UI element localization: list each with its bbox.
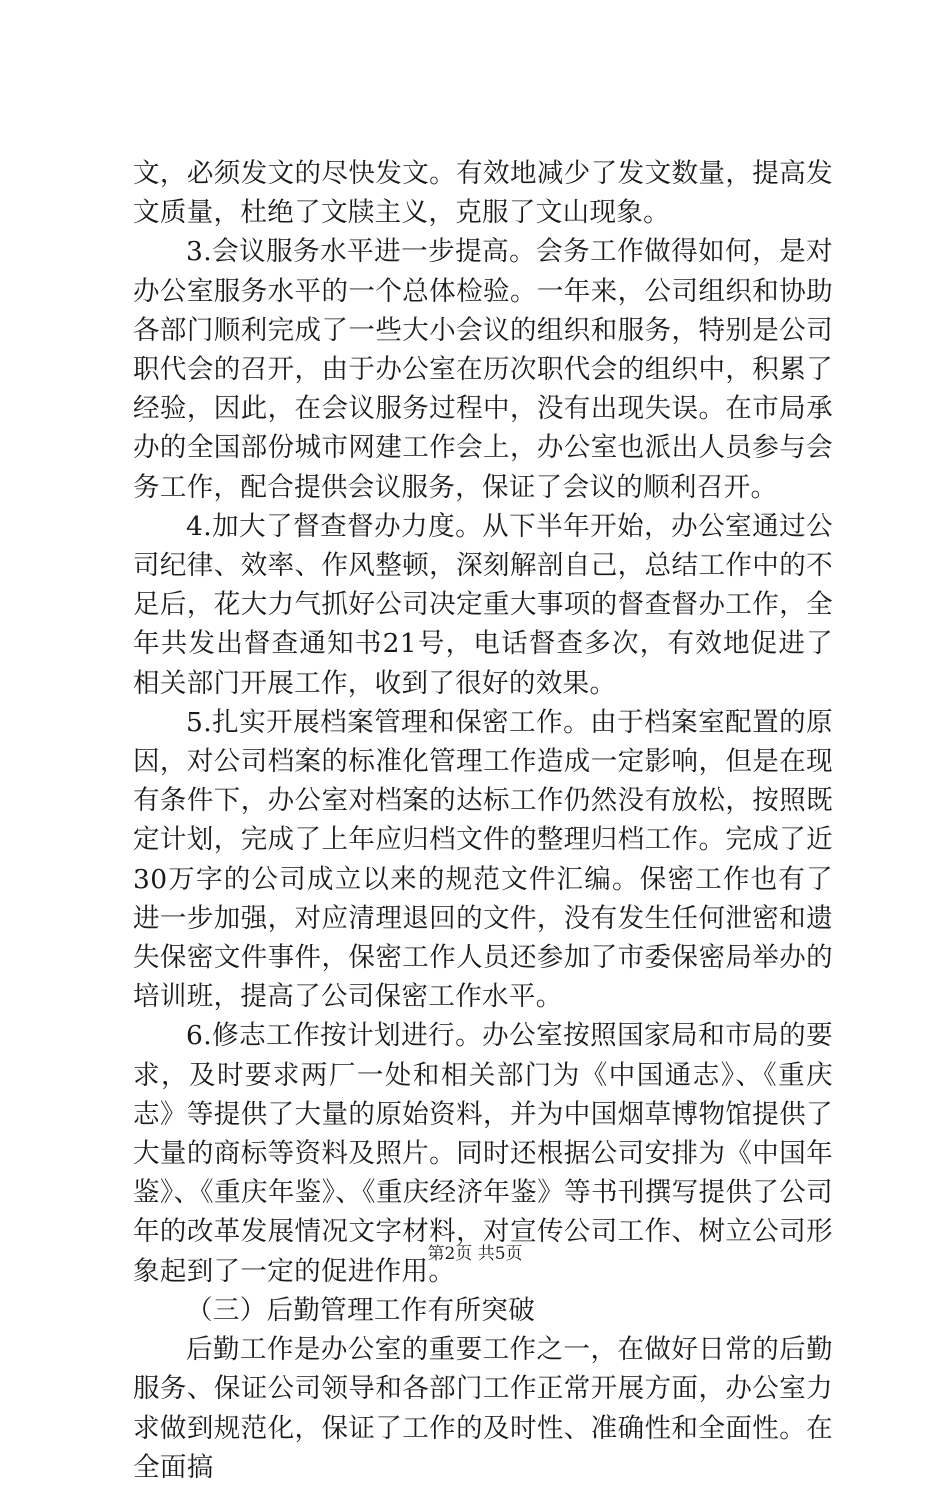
paragraph-continuation: 文，必须发文的尽快发文。有效地减少了发文数量，提高发文质量，杜绝了文牍主义，克服了文山现象。 bbox=[133, 158, 833, 229]
section-heading-logistics: （三）后勤管理工作有所突破 bbox=[186, 1294, 536, 1326]
paragraph-chronicle-compilation: 6.修志工作按计划进行。办公室按照国家局和市局的要求，及时要求两厂一处和相关部门为《中国通志》、《重庆志》等提供了大量的原始资料，并为中国烟草博物馆提供了大量的商标等资料及照片。同时还根据公司安排为《中国年鉴》、《重庆年鉴》、《重庆经济年鉴》等书刊撰写提供了公司年的改革发展情况文字材料，对宣传公司工作、树立公司形象起到了一定的促进作用。 bbox=[133, 1020, 833, 1287]
paragraph-supervision: 4.加大了督查督办力度。从下半年开始，办公室通过公司纪律、效率、作风整顿，深刻解剖自己，总结工作中的不足后，花大力气抓好公司决定重大事项的督查督办工作，全年共发出督查通知书21号，电话督查多次，有效地促进了相关部门开展工作，收到了很好的效果。 bbox=[133, 510, 833, 699]
document-body bbox=[133, 154, 833, 1487]
paragraph-meeting-service: 3.会议服务水平进一步提高。会务工作做得如何，是对办公室服务水平的一个总体检验。一年来，公司组织和协助各部门顺利完成了一些大小会议的组织和服务，特别是公司职代会的召开，由于办公室在历次职代会的组织中，积累了经验，因此，在会议服务过程中，没有出现失误。在市局承办的全国部份城市网建工作会上，办公室也派出人员参与会务工作，配合提供会议服务，保证了会议的顺利召开。 bbox=[133, 236, 833, 503]
page-number-footer: 第2页 共5页 bbox=[427, 1244, 523, 1264]
paragraph-archives-confidentiality: 5.扎实开展档案管理和保密工作。由于档案室配置的原因，对公司档案的标准化管理工作造成一定影响，但是在现有条件下，办公室对档案的达标工作仍然没有放松，按照既定计划，完成了上年应归档文件的整理归档工作。完成了近30万字的公司成立以来的规范文件汇编。保密工作也有了进一步加强，对应清理退回的文件，没有发生任何泄密和遗失保密文件事件，保密工作人员还参加了市委保密局举办的培训班，提高了公司保密工作水平。 bbox=[133, 706, 833, 1013]
paragraph-logistics-work: 后勤工作是办公室的重要工作之一，在做好日常的后勤服务、保证公司领导和各部门工作正常开展方面，办公室力求做到规范化，保证了工作的及时性、准确性和全面性。在全面搞 bbox=[133, 1334, 833, 1483]
